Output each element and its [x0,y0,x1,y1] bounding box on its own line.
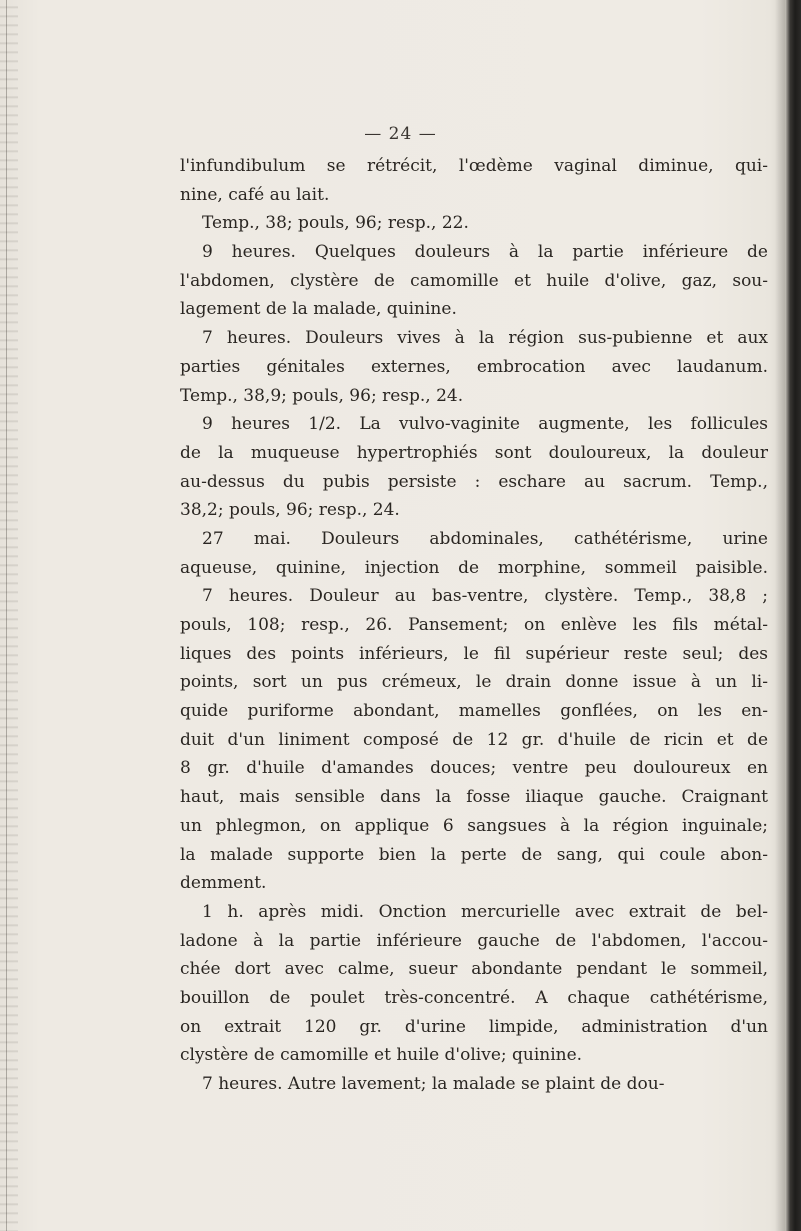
text-line: aqueuse, quinine, injection de morphine, sommeil paisible. [180,557,768,578]
book-binding-edge [785,0,801,1231]
text-line: chée dort avec calme, sueur abondante pendant le sommeil, [180,959,768,980]
text-line: Temp., 38,9; pouls, 96; resp., 24. [180,385,464,406]
body-text [180,152,768,1099]
text-line: haut, mais sensible dans la fosse iliaque gauche. Craignant [180,787,768,808]
text-line: on extrait 120 gr. d'urine limpide, administration d'un [180,1016,768,1037]
text-line: 1 h. après midi. Onction mercurielle avec extrait de bel- [202,901,768,922]
text-line: l'abdomen, clystère de camomille et huile d'olive, gaz, sou- [180,270,768,291]
text-line: l'infundibulum se rétrécit, l'œdème vaginal diminue, qui- [180,156,768,176]
text-line: parties génitales externes, embrocation avec laudanum. [180,356,768,377]
text-line: 7 heures. Autre lavement; la malade se plaint de dou- [202,1074,665,1094]
text-line: 27 mai. Douleurs abdominales, cathétérisme, urine [202,528,768,549]
text-line: lagement de la malade, quinine. [180,299,457,320]
text-line: Temp., 38; pouls, 96; resp., 22. [202,213,469,234]
text-line: 7 heures. Douleurs vives à la région sus-pubienne et aux [202,328,768,349]
text-line: duit d'un liniment composé de 12 gr. d'huile de ricin et de [180,729,768,750]
text-line: clystère de camomille et huile d'olive; quinine. [180,1045,583,1066]
text-line: 38,2; pouls, 96; resp., 24. [180,500,400,521]
text-line: 9 heures. Quelques douleurs à la partie inférieure de [202,242,768,263]
page-left-margin-shadow [0,0,18,1231]
text-line: quide puriforme abondant, mamelles gonflées, on les en- [180,701,768,722]
text-line: ladone à la partie inférieure gauche de l'abdomen, l'accou- [180,930,768,951]
text-line: 7 heures. Douleur au bas-ventre, clystère. Temp., 38,8 ; [202,586,768,607]
text-line: de la muqueuse hypertrophiés sont douloureux, la douleur [180,442,768,463]
text-line: liques des points inférieurs, le fil supérieur reste seul; des [180,643,768,664]
page-left-edge-line [6,0,7,1231]
page-number: — 24 — [364,124,437,144]
text-line: demment. [180,873,267,894]
page-gutter-shadow [775,0,785,1231]
text-line: la malade supporte bien la perte de sang, qui coule abon- [180,844,768,865]
text-line: un phlegmon, on applique 6 sangsues à la région inguinale; [180,815,768,836]
text-line: au-dessus du pubis persiste : eschare au sacrum. Temp., [180,471,768,492]
text-line: 8 gr. d'huile d'amandes douces; ventre peu douloureux en [180,758,768,779]
text-line: bouillon de poulet très-concentré. A chaque cathétérisme, [180,987,768,1008]
text-line: points, sort un pus crémeux, le drain donne issue à un li- [180,672,768,693]
text-line: 9 heures 1/2. La vulvo-vaginite augmente, les follicules [202,414,768,435]
text-line: nine, café au lait. [180,184,330,205]
text-line: pouls, 108; resp., 26. Pansement; on enlève les fils métal- [180,615,768,635]
